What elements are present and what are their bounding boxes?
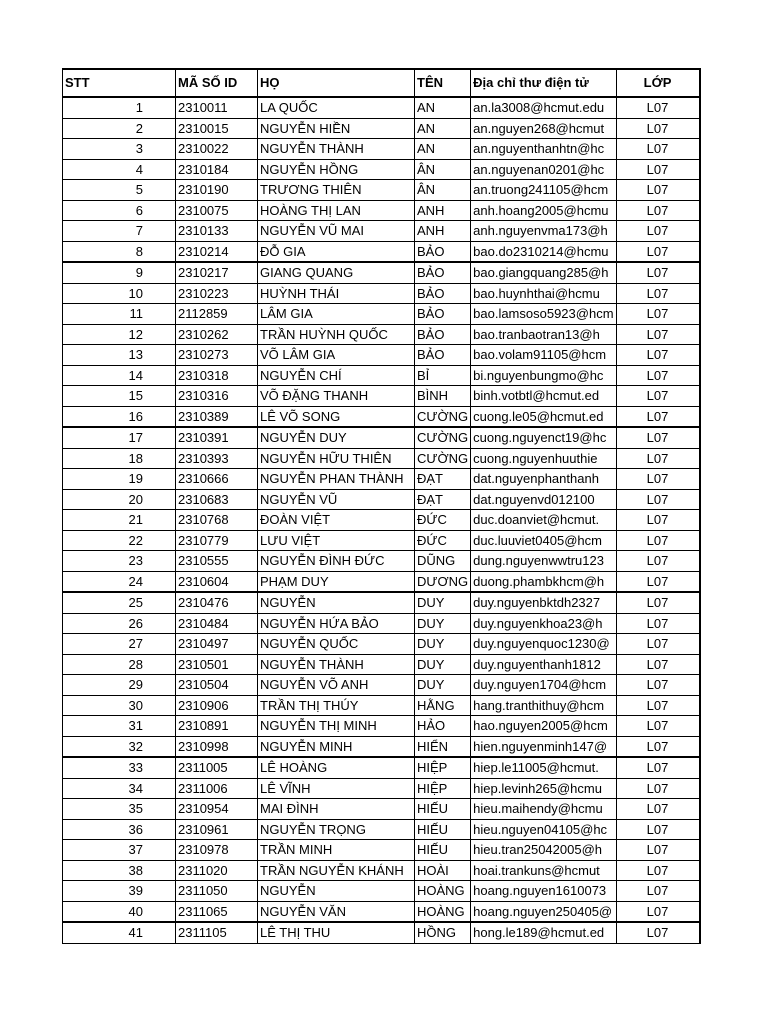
cell-email[interactable]: hien.nguyenminh147@ bbox=[471, 736, 616, 757]
cell-stt[interactable]: 26 bbox=[63, 613, 176, 634]
cell-student-id[interactable]: 2310555 bbox=[176, 551, 258, 572]
cell-last-name[interactable]: NGUYỄN HỨA BẢO bbox=[258, 613, 415, 634]
cell-email[interactable]: cuong.nguyenhuuthie bbox=[471, 448, 616, 469]
cell-student-id[interactable]: 2311006 bbox=[176, 778, 258, 799]
table-row bbox=[63, 736, 700, 757]
cell-first-name[interactable]: DUY bbox=[415, 675, 471, 696]
cell-first-name[interactable]: HIỆP bbox=[415, 778, 471, 799]
cell-student-id[interactable]: 2310779 bbox=[176, 530, 258, 551]
cell-first-name[interactable]: HẢO bbox=[415, 716, 471, 737]
cell-student-id[interactable]: 2310316 bbox=[176, 386, 258, 407]
cell-email[interactable]: duy.nguyenthanh1812 bbox=[471, 654, 616, 675]
cell-email[interactable]: bao.giangquang285@h bbox=[471, 262, 616, 283]
cell-student-id[interactable]: 2310393 bbox=[176, 448, 258, 469]
table-row bbox=[63, 510, 700, 531]
cell-stt[interactable]: 40 bbox=[63, 901, 176, 922]
cell-last-name[interactable]: LÊ HOÀNG bbox=[258, 757, 415, 778]
cell-last-name[interactable]: TRẦN THỊ THÚY bbox=[258, 695, 415, 716]
cell-student-id[interactable]: 2310484 bbox=[176, 613, 258, 634]
cell-email[interactable]: hong.le189@hcmut.ed bbox=[471, 922, 616, 943]
table-row bbox=[63, 634, 700, 655]
cell-email[interactable]: hoai.trankuns@hcmut bbox=[471, 860, 616, 881]
cell-student-id[interactable]: 2311065 bbox=[176, 901, 258, 922]
cell-first-name[interactable]: HIẾU bbox=[415, 799, 471, 820]
table-row bbox=[63, 304, 700, 325]
cell-email[interactable]: cuong.nguyenct19@hc bbox=[471, 427, 616, 448]
table-row bbox=[63, 654, 700, 675]
cell-stt[interactable]: 33 bbox=[63, 757, 176, 778]
cell-last-name[interactable]: GIANG QUANG bbox=[258, 262, 415, 283]
cell-first-name[interactable]: HIẾU bbox=[415, 840, 471, 861]
cell-first-name[interactable]: HOÀNG bbox=[415, 881, 471, 902]
cell-class[interactable]: L07 bbox=[616, 469, 700, 490]
cell-student-id[interactable]: 2311105 bbox=[176, 922, 258, 943]
cell-stt[interactable]: 37 bbox=[63, 840, 176, 861]
cell-last-name[interactable]: TRẦN NGUYỄN KHÁNH bbox=[258, 860, 415, 881]
cell-student-id[interactable]: 2310604 bbox=[176, 571, 258, 592]
cell-first-name[interactable]: BẢO bbox=[415, 241, 471, 262]
cell-stt[interactable]: 4 bbox=[63, 159, 176, 180]
cell-first-name[interactable]: HẰNG bbox=[415, 695, 471, 716]
cell-class[interactable]: L07 bbox=[616, 840, 700, 861]
table-body bbox=[63, 97, 700, 943]
cell-class[interactable]: L07 bbox=[616, 799, 700, 820]
table-row bbox=[63, 881, 700, 902]
cell-first-name[interactable]: DƯƠNG bbox=[415, 571, 471, 592]
cell-student-id[interactable]: 2310223 bbox=[176, 283, 258, 304]
cell-class[interactable]: L07 bbox=[616, 551, 700, 572]
cell-student-id[interactable]: 2310666 bbox=[176, 469, 258, 490]
cell-email[interactable]: hoang.nguyen250405@ bbox=[471, 901, 616, 922]
cell-email[interactable]: bao.tranbaotran13@h bbox=[471, 324, 616, 345]
cell-first-name[interactable]: CƯỜNG bbox=[415, 448, 471, 469]
cell-last-name[interactable]: NGUYỄN VĂN bbox=[258, 901, 415, 922]
cell-student-id[interactable]: 2310184 bbox=[176, 159, 258, 180]
table-row bbox=[63, 592, 700, 613]
cell-class[interactable]: L07 bbox=[616, 654, 700, 675]
cell-student-id[interactable]: 2310998 bbox=[176, 736, 258, 757]
cell-last-name[interactable]: NGUYỄN THÀNH bbox=[258, 654, 415, 675]
table-row bbox=[63, 241, 700, 262]
student-list-sheet bbox=[62, 68, 701, 944]
cell-first-name[interactable]: ĐỨC bbox=[415, 530, 471, 551]
cell-first-name[interactable]: ĐẠT bbox=[415, 469, 471, 490]
cell-last-name[interactable]: NGUYỄN THÀNH bbox=[258, 139, 415, 160]
cell-last-name[interactable]: HOÀNG THỊ LAN bbox=[258, 200, 415, 221]
cell-stt[interactable]: 3 bbox=[63, 139, 176, 160]
cell-class[interactable]: L07 bbox=[616, 860, 700, 881]
cell-student-id[interactable]: 2310504 bbox=[176, 675, 258, 696]
cell-student-id[interactable]: 2310022 bbox=[176, 139, 258, 160]
cell-student-id[interactable]: 2310391 bbox=[176, 427, 258, 448]
cell-last-name[interactable]: NGUYỄN THỊ MINH bbox=[258, 716, 415, 737]
cell-last-name[interactable]: NGUYỄN HIỀN bbox=[258, 118, 415, 139]
table-row bbox=[63, 365, 700, 386]
cell-first-name[interactable]: BÌNH bbox=[415, 386, 471, 407]
cell-email[interactable]: an.nguyenan0201@hc bbox=[471, 159, 616, 180]
cell-student-id[interactable]: 2311050 bbox=[176, 881, 258, 902]
cell-stt[interactable]: 18 bbox=[63, 448, 176, 469]
cell-last-name[interactable]: LÊ VĨNH bbox=[258, 778, 415, 799]
cell-email[interactable]: an.la3008@hcmut.edu bbox=[471, 97, 616, 118]
table-row bbox=[63, 221, 700, 242]
cell-email[interactable]: hao.nguyen2005@hcm bbox=[471, 716, 616, 737]
cell-class[interactable]: L07 bbox=[616, 530, 700, 551]
cell-class[interactable]: L07 bbox=[616, 675, 700, 696]
table-row bbox=[63, 840, 700, 861]
cell-first-name[interactable]: BẢO bbox=[415, 262, 471, 283]
table-row bbox=[63, 386, 700, 407]
cell-student-id[interactable]: 2310217 bbox=[176, 262, 258, 283]
cell-stt[interactable]: 14 bbox=[63, 365, 176, 386]
header-row bbox=[63, 69, 700, 97]
cell-last-name[interactable]: LA QUỐC bbox=[258, 97, 415, 118]
cell-last-name[interactable]: NGUYỄN VŨ MAI bbox=[258, 221, 415, 242]
cell-student-id[interactable]: 2310214 bbox=[176, 241, 258, 262]
cell-last-name[interactable]: MAI ĐÌNH bbox=[258, 799, 415, 820]
cell-email[interactable]: hieu.nguyen04105@hc bbox=[471, 819, 616, 840]
cell-last-name[interactable]: NGUYỄN MINH bbox=[258, 736, 415, 757]
table-row bbox=[63, 551, 700, 572]
cell-first-name[interactable]: ANH bbox=[415, 221, 471, 242]
cell-student-id[interactable]: 2310891 bbox=[176, 716, 258, 737]
cell-student-id[interactable]: 2310683 bbox=[176, 489, 258, 510]
cell-class[interactable]: L07 bbox=[616, 448, 700, 469]
table-row bbox=[63, 778, 700, 799]
cell-stt[interactable]: 6 bbox=[63, 200, 176, 221]
cell-first-name[interactable]: ĐẠT bbox=[415, 489, 471, 510]
cell-last-name[interactable]: NGUYỄN VÕ ANH bbox=[258, 675, 415, 696]
cell-first-name[interactable]: HỒNG bbox=[415, 922, 471, 943]
cell-first-name[interactable]: CƯỜNG bbox=[415, 406, 471, 427]
cell-first-name[interactable]: BẢO bbox=[415, 283, 471, 304]
cell-stt[interactable]: 28 bbox=[63, 654, 176, 675]
table-row bbox=[63, 345, 700, 366]
cell-student-id[interactable]: 2310497 bbox=[176, 634, 258, 655]
cell-stt[interactable]: 21 bbox=[63, 510, 176, 531]
cell-class[interactable]: L07 bbox=[616, 695, 700, 716]
cell-last-name[interactable]: NGUYỄN TRỌNG bbox=[258, 819, 415, 840]
cell-stt[interactable]: 27 bbox=[63, 634, 176, 655]
cell-email[interactable]: an.truong241105@hcm bbox=[471, 180, 616, 201]
table-row bbox=[63, 448, 700, 469]
cell-last-name[interactable]: TRƯƠNG THIÊN bbox=[258, 180, 415, 201]
cell-stt[interactable]: 25 bbox=[63, 592, 176, 613]
cell-email[interactable]: hang.tranthithuy@hcm bbox=[471, 695, 616, 716]
header-email: Địa chỉ thư điện tử bbox=[471, 69, 616, 97]
cell-last-name[interactable]: TRẦN HUỲNH QUỐC bbox=[258, 324, 415, 345]
table-row bbox=[63, 757, 700, 778]
cell-first-name[interactable]: BỈ bbox=[415, 365, 471, 386]
cell-last-name[interactable]: HUỲNH THÁI bbox=[258, 283, 415, 304]
cell-email[interactable]: anh.hoang2005@hcmu bbox=[471, 200, 616, 221]
cell-email[interactable]: hoang.nguyen1610073 bbox=[471, 881, 616, 902]
table-row bbox=[63, 799, 700, 820]
table-row bbox=[63, 860, 700, 881]
cell-class[interactable]: L07 bbox=[616, 427, 700, 448]
cell-class[interactable]: L07 bbox=[616, 386, 700, 407]
cell-email[interactable]: anh.nguyenvma173@h bbox=[471, 221, 616, 242]
cell-class[interactable]: L07 bbox=[616, 283, 700, 304]
cell-stt[interactable]: 29 bbox=[63, 675, 176, 696]
cell-last-name[interactable]: NGUYỄN HỮU THIÊN bbox=[258, 448, 415, 469]
cell-last-name[interactable]: VÕ LÂM GIA bbox=[258, 345, 415, 366]
table-row bbox=[63, 469, 700, 490]
table-row bbox=[63, 489, 700, 510]
cell-first-name[interactable]: HIẾU bbox=[415, 819, 471, 840]
cell-class[interactable]: L07 bbox=[616, 510, 700, 531]
cell-class[interactable]: L07 bbox=[616, 324, 700, 345]
cell-first-name[interactable]: BẢO bbox=[415, 324, 471, 345]
cell-first-name[interactable]: BẢO bbox=[415, 345, 471, 366]
header-last-name: HỌ bbox=[258, 69, 415, 97]
cell-email[interactable]: an.nguyen268@hcmut bbox=[471, 118, 616, 139]
cell-stt[interactable]: 41 bbox=[63, 922, 176, 943]
cell-email[interactable]: bao.do2310214@hcmu bbox=[471, 241, 616, 262]
table-row bbox=[63, 324, 700, 345]
cell-student-id[interactable]: 2310906 bbox=[176, 695, 258, 716]
cell-last-name[interactable]: NGUYỄN bbox=[258, 592, 415, 613]
cell-last-name[interactable]: NGUYỄN PHAN THÀNH bbox=[258, 469, 415, 490]
cell-class[interactable]: L07 bbox=[616, 716, 700, 737]
cell-first-name[interactable]: HOÀI bbox=[415, 860, 471, 881]
cell-class[interactable]: L07 bbox=[616, 778, 700, 799]
cell-stt[interactable]: 39 bbox=[63, 881, 176, 902]
table-row bbox=[63, 427, 700, 448]
cell-stt[interactable]: 32 bbox=[63, 736, 176, 757]
table-row bbox=[63, 262, 700, 283]
header-stt: STT bbox=[63, 69, 176, 97]
table-row bbox=[63, 901, 700, 922]
table-row bbox=[63, 180, 700, 201]
cell-last-name[interactable]: NGUYỄN CHÍ bbox=[258, 365, 415, 386]
cell-class[interactable]: L07 bbox=[616, 262, 700, 283]
cell-email[interactable]: bao.huynhthai@hcmu bbox=[471, 283, 616, 304]
cell-first-name[interactable]: HIỂN bbox=[415, 736, 471, 757]
cell-class[interactable]: L07 bbox=[616, 757, 700, 778]
cell-last-name[interactable]: ĐỖ GIA bbox=[258, 241, 415, 262]
cell-last-name[interactable]: NGUYỄN VŨ bbox=[258, 489, 415, 510]
cell-stt[interactable]: 22 bbox=[63, 530, 176, 551]
cell-first-name[interactable]: AN bbox=[415, 97, 471, 118]
cell-student-id[interactable]: 2310954 bbox=[176, 799, 258, 820]
cell-first-name[interactable]: ANH bbox=[415, 200, 471, 221]
table-row bbox=[63, 530, 700, 551]
cell-class[interactable]: L07 bbox=[616, 901, 700, 922]
cell-first-name[interactable]: DUY bbox=[415, 613, 471, 634]
cell-email[interactable]: bao.volam91105@hcm bbox=[471, 345, 616, 366]
cell-stt[interactable]: 17 bbox=[63, 427, 176, 448]
cell-email[interactable]: bi.nguyenbungmo@hc bbox=[471, 365, 616, 386]
cell-class[interactable]: L07 bbox=[616, 592, 700, 613]
cell-student-id[interactable]: 2310476 bbox=[176, 592, 258, 613]
cell-stt[interactable]: 2 bbox=[63, 118, 176, 139]
cell-stt[interactable]: 36 bbox=[63, 819, 176, 840]
cell-email[interactable]: duy.nguyenkhoa23@h bbox=[471, 613, 616, 634]
cell-stt[interactable]: 38 bbox=[63, 860, 176, 881]
cell-email[interactable]: bao.lamsoso5923@hcm bbox=[471, 304, 616, 325]
cell-first-name[interactable]: ÂN bbox=[415, 180, 471, 201]
cell-email[interactable]: hieu.maihendy@hcmu bbox=[471, 799, 616, 820]
table-row bbox=[63, 819, 700, 840]
cell-last-name[interactable]: NGUYỄN bbox=[258, 881, 415, 902]
cell-student-id[interactable]: 2310011 bbox=[176, 97, 258, 118]
cell-last-name[interactable]: VÕ ĐẶNG THANH bbox=[258, 386, 415, 407]
cell-class[interactable]: L07 bbox=[616, 304, 700, 325]
cell-email[interactable]: hiep.levinh265@hcmu bbox=[471, 778, 616, 799]
cell-class[interactable]: L07 bbox=[616, 881, 700, 902]
cell-first-name[interactable]: CƯỜNG bbox=[415, 427, 471, 448]
cell-class[interactable]: L07 bbox=[616, 159, 700, 180]
cell-stt[interactable]: 35 bbox=[63, 799, 176, 820]
cell-stt[interactable]: 1 bbox=[63, 97, 176, 118]
cell-first-name[interactable]: HIỆP bbox=[415, 757, 471, 778]
cell-stt[interactable]: 30 bbox=[63, 695, 176, 716]
table-row bbox=[63, 716, 700, 737]
table-row bbox=[63, 922, 700, 943]
cell-first-name[interactable]: AN bbox=[415, 118, 471, 139]
cell-email[interactable]: binh.votbtl@hcmut.ed bbox=[471, 386, 616, 407]
cell-stt[interactable]: 10 bbox=[63, 283, 176, 304]
cell-email[interactable]: duong.phambkhcm@h bbox=[471, 571, 616, 592]
cell-student-id[interactable]: 2310262 bbox=[176, 324, 258, 345]
cell-class[interactable]: L07 bbox=[616, 489, 700, 510]
cell-stt[interactable]: 8 bbox=[63, 241, 176, 262]
table-row bbox=[63, 571, 700, 592]
cell-last-name[interactable]: NGUYỄN QUỐC bbox=[258, 634, 415, 655]
cell-email[interactable]: duy.nguyenbktdh2327 bbox=[471, 592, 616, 613]
cell-student-id[interactable]: 2310318 bbox=[176, 365, 258, 386]
cell-first-name[interactable]: ÂN bbox=[415, 159, 471, 180]
cell-class[interactable]: L07 bbox=[616, 365, 700, 386]
cell-last-name[interactable]: LƯU VIỆT bbox=[258, 530, 415, 551]
table-row bbox=[63, 139, 700, 160]
cell-stt[interactable]: 5 bbox=[63, 180, 176, 201]
cell-class[interactable]: L07 bbox=[616, 922, 700, 943]
cell-last-name[interactable]: TRẦN MINH bbox=[258, 840, 415, 861]
cell-student-id[interactable]: 2311005 bbox=[176, 757, 258, 778]
cell-email[interactable]: duc.doanviet@hcmut. bbox=[471, 510, 616, 531]
table-row bbox=[63, 695, 700, 716]
cell-class[interactable]: L07 bbox=[616, 221, 700, 242]
cell-email[interactable]: an.nguyenthanhtn@hc bbox=[471, 139, 616, 160]
cell-stt[interactable]: 16 bbox=[63, 406, 176, 427]
table-row bbox=[63, 675, 700, 696]
cell-class[interactable]: L07 bbox=[616, 634, 700, 655]
cell-student-id[interactable]: 2310768 bbox=[176, 510, 258, 531]
cell-first-name[interactable]: DŨNG bbox=[415, 551, 471, 572]
cell-student-id[interactable]: 2112859 bbox=[176, 304, 258, 325]
cell-student-id[interactable]: 2310389 bbox=[176, 406, 258, 427]
cell-first-name[interactable]: DUY bbox=[415, 654, 471, 675]
cell-stt[interactable]: 19 bbox=[63, 469, 176, 490]
cell-class[interactable]: L07 bbox=[616, 819, 700, 840]
cell-stt[interactable]: 34 bbox=[63, 778, 176, 799]
cell-student-id[interactable]: 2310133 bbox=[176, 221, 258, 242]
cell-last-name[interactable]: NGUYỄN HỒNG bbox=[258, 159, 415, 180]
student-table bbox=[62, 68, 701, 944]
cell-class[interactable]: L07 bbox=[616, 345, 700, 366]
cell-first-name[interactable]: DUY bbox=[415, 592, 471, 613]
cell-student-id[interactable]: 2310961 bbox=[176, 819, 258, 840]
cell-student-id[interactable]: 2310015 bbox=[176, 118, 258, 139]
cell-first-name[interactable]: ĐỨC bbox=[415, 510, 471, 531]
table-row bbox=[63, 159, 700, 180]
cell-class[interactable]: L07 bbox=[616, 118, 700, 139]
cell-last-name[interactable]: NGUYỄN DUY bbox=[258, 427, 415, 448]
cell-stt[interactable]: 15 bbox=[63, 386, 176, 407]
cell-first-name[interactable]: DUY bbox=[415, 634, 471, 655]
cell-email[interactable]: dat.nguyenphanthanh bbox=[471, 469, 616, 490]
cell-stt[interactable]: 24 bbox=[63, 571, 176, 592]
cell-email[interactable]: dat.nguyenvd012100 bbox=[471, 489, 616, 510]
table-row bbox=[63, 406, 700, 427]
cell-stt[interactable]: 7 bbox=[63, 221, 176, 242]
cell-class[interactable]: L07 bbox=[616, 139, 700, 160]
cell-stt[interactable]: 11 bbox=[63, 304, 176, 325]
cell-student-id[interactable]: 2310978 bbox=[176, 840, 258, 861]
cell-student-id[interactable]: 2310501 bbox=[176, 654, 258, 675]
cell-stt[interactable]: 31 bbox=[63, 716, 176, 737]
cell-email[interactable]: duy.nguyen1704@hcm bbox=[471, 675, 616, 696]
header-first-name: TÊN bbox=[415, 69, 471, 97]
cell-class[interactable]: L07 bbox=[616, 736, 700, 757]
table-row bbox=[63, 200, 700, 221]
cell-first-name[interactable]: HOÀNG bbox=[415, 901, 471, 922]
cell-last-name[interactable]: NGUYỄN ĐÌNH ĐỨC bbox=[258, 551, 415, 572]
table-row bbox=[63, 97, 700, 118]
cell-last-name[interactable]: PHẠM DUY bbox=[258, 571, 415, 592]
cell-class[interactable]: L07 bbox=[616, 241, 700, 262]
cell-class[interactable]: L07 bbox=[616, 200, 700, 221]
cell-class[interactable]: L07 bbox=[616, 406, 700, 427]
table-row bbox=[63, 283, 700, 304]
table-row bbox=[63, 613, 700, 634]
cell-class[interactable]: L07 bbox=[616, 180, 700, 201]
cell-stt[interactable]: 13 bbox=[63, 345, 176, 366]
cell-student-id[interactable]: 2310190 bbox=[176, 180, 258, 201]
cell-last-name[interactable]: LÊ THỊ THU bbox=[258, 922, 415, 943]
cell-student-id[interactable]: 2311020 bbox=[176, 860, 258, 881]
cell-first-name[interactable]: BẢO bbox=[415, 304, 471, 325]
cell-class[interactable]: L07 bbox=[616, 571, 700, 592]
cell-email[interactable]: cuong.le05@hcmut.ed bbox=[471, 406, 616, 427]
cell-email[interactable]: dung.nguyenwwtru123 bbox=[471, 551, 616, 572]
cell-student-id[interactable]: 2310075 bbox=[176, 200, 258, 221]
cell-stt[interactable]: 23 bbox=[63, 551, 176, 572]
header-student-id: MÃ SỐ ID bbox=[176, 69, 258, 97]
cell-last-name[interactable]: LÂM GIA bbox=[258, 304, 415, 325]
cell-email[interactable]: duy.nguyenquoc1230@ bbox=[471, 634, 616, 655]
cell-email[interactable]: hiep.le11005@hcmut. bbox=[471, 757, 616, 778]
cell-class[interactable]: L07 bbox=[616, 97, 700, 118]
cell-last-name[interactable]: ĐOÀN VIỆT bbox=[258, 510, 415, 531]
cell-stt[interactable]: 20 bbox=[63, 489, 176, 510]
table-row bbox=[63, 118, 700, 139]
cell-last-name[interactable]: LÊ VÕ SONG bbox=[258, 406, 415, 427]
cell-email[interactable]: hieu.tran25042005@h bbox=[471, 840, 616, 861]
cell-first-name[interactable]: AN bbox=[415, 139, 471, 160]
cell-stt[interactable]: 9 bbox=[63, 262, 176, 283]
cell-stt[interactable]: 12 bbox=[63, 324, 176, 345]
cell-email[interactable]: duc.luuviet0405@hcm bbox=[471, 530, 616, 551]
header-class: LỚP bbox=[616, 69, 700, 97]
cell-student-id[interactable]: 2310273 bbox=[176, 345, 258, 366]
cell-class[interactable]: L07 bbox=[616, 613, 700, 634]
